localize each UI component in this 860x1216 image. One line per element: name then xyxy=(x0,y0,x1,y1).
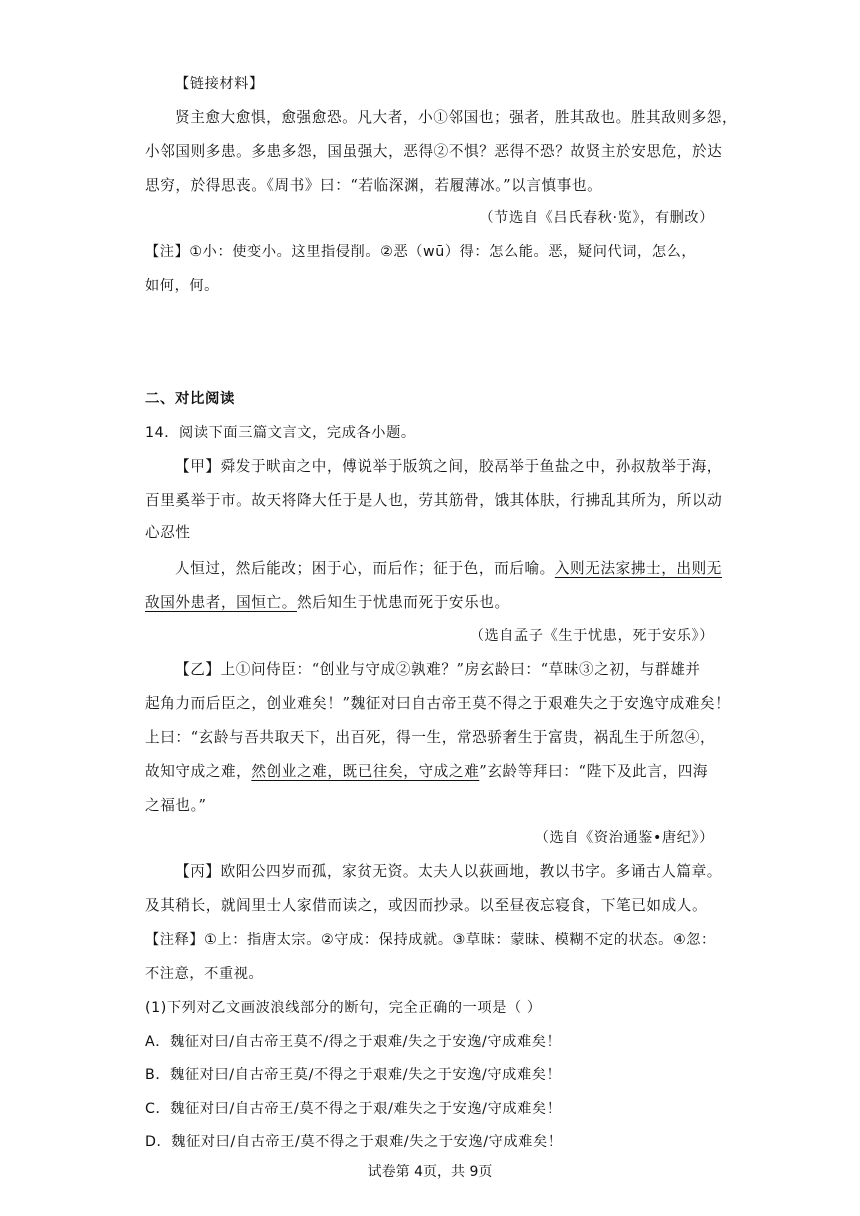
q1-option-c[interactable]: C．魏征对曰/自古帝王/莫不得之于艰/难失之于安逸/守成难矣！ xyxy=(145,1101,562,1117)
jia-source: （选自孟子《生于忧患，死于安乐》） xyxy=(469,628,714,644)
link-material-line-2: 小邻国则多患。多患多怨，国虽强大，恶得②不惧？恶得不恐？故贤主於安思危，於达 xyxy=(145,143,723,160)
yi-underlined-text: 然创业之难，既已往矣，守成之难 xyxy=(251,763,480,780)
yi-line-5: 之福也。” xyxy=(145,797,207,814)
link-material-line-3: 思穷，於得思丧。《周书》曰：“若临深渊，若履薄冰。”以言慎事也。 xyxy=(145,177,603,194)
jia-line-1: 【甲】舜发于畎亩之中，傅说举于版筑之间，胶鬲举于鱼盐之中，孙叔敖举于海， xyxy=(175,458,722,475)
page-footer: 试卷第 4页，共 9页 xyxy=(367,1164,493,1180)
yi-line-1: 【乙】上①问侍臣：“创业与守成②孰难？”房玄龄曰：“草昧③之初，与群雄并 xyxy=(175,661,701,678)
q1-option-a[interactable]: A．魏征对曰/自古帝王莫不/得之于艰难/失之于安逸/守成难矣！ xyxy=(145,1034,562,1050)
link-material-note-2: 如何，何。 xyxy=(145,278,219,294)
yi-line-4 xyxy=(145,762,708,782)
bing-line-1: 【丙】欧阳公四岁而孤，家贫无资。太夫人以荻画地，教以书字。多诵古人篇章。 xyxy=(175,863,722,880)
yi-line-4-a: 故知守成之难， xyxy=(145,763,252,780)
link-material-line-1: 贤主愈大愈惧，愈强愈恐。凡大者，小①邻国也；强者，胜其敌也。胜其敌则多怨， xyxy=(175,109,738,126)
link-material-source: （节选自《吕氏春秋·览》，有删改） xyxy=(479,210,714,226)
link-material-heading: 【链接材料】 xyxy=(175,76,264,92)
jia-line-5 xyxy=(145,593,510,613)
bing-line-2: 及其稍长，就闾里士人家借而读之，或因而抄录。以至昼夜忘寝食，下笔已如成人。 xyxy=(145,897,708,914)
q1-option-d[interactable]: D．魏征对曰/自古帝王/莫不得之于艰难/失之于安逸/守成难矣！ xyxy=(145,1134,563,1150)
section-title: 二、对比阅读 xyxy=(145,391,235,407)
jia-line-4-plain: 人恒过，然后能改；困于心，而后作；征于色，而后喻。 xyxy=(175,560,555,577)
question-14: 14．阅读下面三篇文言文，完成各小题。 xyxy=(145,425,416,441)
jia-underlined-text-2: 敌国外患者，国恒亡。 xyxy=(145,594,297,611)
jia-line-4 xyxy=(175,559,722,579)
notes-line-1: 【注释】①上：指唐太宗。②守成：保持成就。③草昧：蒙昧、模糊不定的状态。④忽： xyxy=(145,932,716,948)
q1-option-b[interactable]: B．魏征对曰/自古帝王莫/不得之于艰难/失之于安逸/守成难矣！ xyxy=(145,1067,562,1083)
link-material-note-1: 【注】①小：使变小。这里指侵削。②恶（wū）得：怎么能。恶，疑问代词，怎么， xyxy=(145,244,697,260)
yi-line-4-b: ”玄龄等拜曰：“陛下及此言，四海 xyxy=(479,763,709,780)
yi-line-3: 上曰：“玄龄与吾共取天下，出百死，得一生，常恐骄奢生于富贵，祸乱生于所忽④， xyxy=(145,729,716,746)
jia-underlined-text-1: 入则无法家拂士，出则无 xyxy=(554,560,722,577)
yi-line-2: 起角力而后臣之，创业难矣！”魏征对曰自古帝王莫不得之于艰难失之于安逸守成难矣！ xyxy=(145,695,731,712)
q1-stem: (1)下列对乙文画波浪线部分的断句，完全正确的一项是（ ） xyxy=(145,1000,542,1016)
jia-line-2: 百里奚举于市。故天将降大任于是人也，劳其筋骨，饿其体肤，行拂乱其所为，所以动 xyxy=(145,492,723,509)
jia-line-5-plain: 然后知生于忧患而死于安乐也。 xyxy=(296,594,510,611)
jia-line-3: 心忍性 xyxy=(145,524,191,541)
yi-source: （选自《资治通鉴•唐纪》） xyxy=(534,830,714,846)
notes-line-2: 不注意，不重视。 xyxy=(145,966,264,982)
